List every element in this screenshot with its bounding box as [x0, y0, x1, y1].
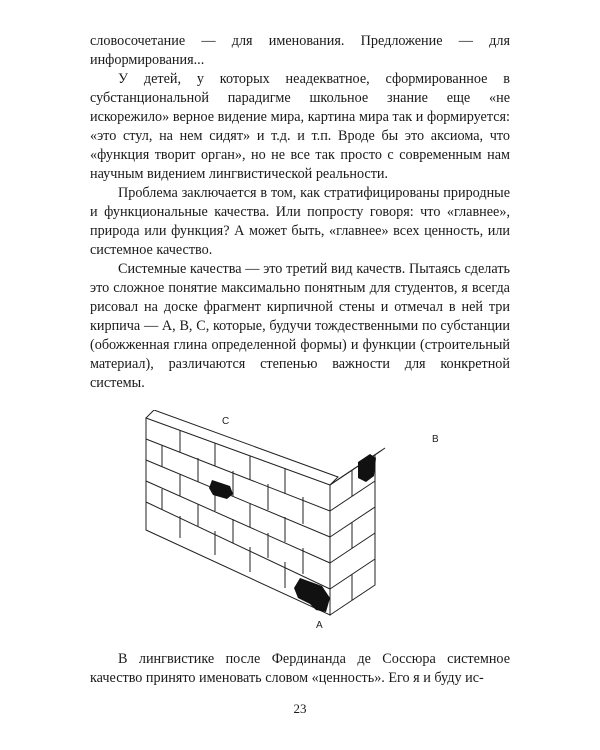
- brick-b-marked: [358, 454, 376, 482]
- body-text: [90, 32, 510, 393]
- paragraph-continuation: словосочетание — для именования. Предложение — для информирования...: [90, 33, 510, 68]
- wall-top-edge: [330, 448, 385, 485]
- brick-c-marked: [209, 480, 233, 499]
- label-b: B: [432, 434, 439, 445]
- body-text-bottom: [90, 650, 510, 688]
- brick-wall-figure: [140, 410, 470, 635]
- label-c: C: [222, 416, 230, 427]
- paragraph-system-qualities: Системные качества — это третий вид качеств. Пытаясь сделать это сложное понятие максимально понятным для студентов, я всегда рисовал на доске фрагмент кирпичной стены и отмечал в ней три кирпича — А, В, С, которые, будучи тождественными по субстанции (обожженная глина определенной формы) и функции (строительный материал), различаются степенью важности для конкретной системы.: [90, 261, 510, 391]
- paragraph-saussure: В лингвистике после Фердинанда де Соссюра системное качество принято именовать словом «ценность». Его я и буду ис-: [90, 651, 510, 686]
- paragraph-children: У детей, у которых неадекватное, сформированное в субстанциональной парадигме школьное знание еще «не искорежило» верное видение мира, картина мира так и формируется: «это стул, на нем сидят» и т.д. и т.п. Вроде бы это аксиома, что «функция творит орган», но не все так просто с современным нам научным видением лингвистической реальности.: [90, 71, 510, 182]
- page-number: 23: [293, 701, 307, 716]
- brick-wall-drawing: [140, 410, 470, 635]
- paragraph-problem: Проблема заключается в том, как стратифицированы природные и функциональные качества. Или попросту говоря: что «главнее», природа или функция? А может быть, «главнее» всех ценность, или системное качество.: [90, 185, 510, 258]
- label-a: A: [316, 620, 323, 631]
- wall-cap: [146, 410, 338, 485]
